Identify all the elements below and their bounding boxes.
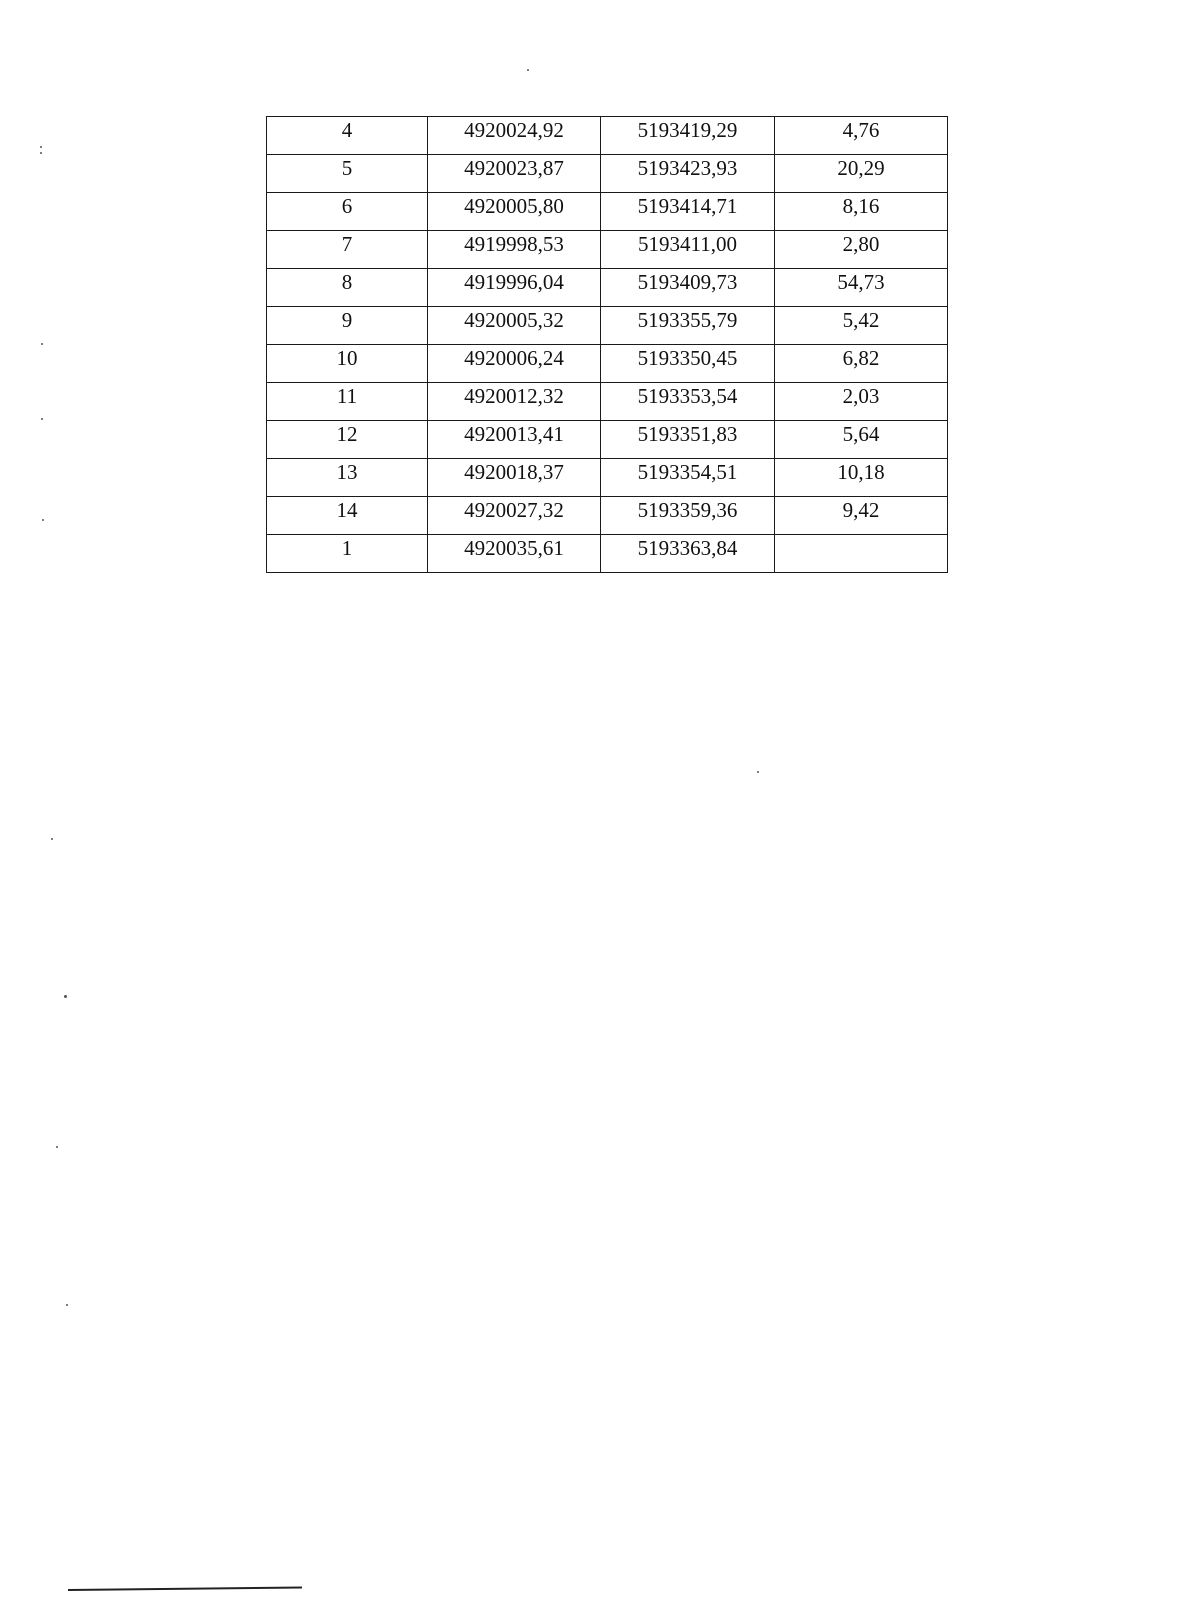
cell-value: 6 <box>341 194 353 218</box>
table-cell <box>428 383 601 421</box>
table-cell <box>775 155 948 193</box>
cell-value: 10,18 <box>837 460 885 484</box>
table-row <box>267 383 948 421</box>
scan-speck <box>64 995 67 998</box>
table-row <box>267 231 948 269</box>
table-cell <box>601 307 775 345</box>
cell-value: 8 <box>341 270 353 294</box>
table-cell <box>601 497 775 535</box>
cell-value: 2,03 <box>842 384 880 408</box>
cell-value: 4920005,32 <box>464 308 564 332</box>
cell-value: 4920023,87 <box>464 156 564 180</box>
cell-value: 5 <box>341 156 353 180</box>
table-row <box>267 497 948 535</box>
cell-value: 7 <box>341 232 353 256</box>
cell-value: 4919996,04 <box>464 270 564 294</box>
scan-speck <box>41 343 43 345</box>
table-cell <box>601 193 775 231</box>
table-cell <box>267 421 428 459</box>
table-cell <box>775 307 948 345</box>
table-cell <box>428 269 601 307</box>
cell-value: 4920027,32 <box>464 498 564 522</box>
table-row <box>267 155 948 193</box>
table-cell <box>267 155 428 193</box>
table-row <box>267 117 948 155</box>
table-cell <box>775 345 948 383</box>
table-cell <box>267 231 428 269</box>
table-cell <box>775 383 948 421</box>
cell-value: 10 <box>336 346 358 370</box>
cell-value: 4 <box>341 118 353 142</box>
table-cell <box>775 497 948 535</box>
cell-value: 54,73 <box>837 270 885 294</box>
cell-value: 14 <box>336 498 358 522</box>
cell-value: 5193355,79 <box>637 308 738 332</box>
table-cell <box>267 497 428 535</box>
cell-value: 4920012,32 <box>464 384 564 408</box>
table-cell <box>267 307 428 345</box>
cell-value: 5193419,29 <box>637 118 738 142</box>
cell-value: 20,29 <box>837 156 885 180</box>
table-cell <box>267 459 428 497</box>
table-cell <box>601 269 775 307</box>
cell-value: 5193414,71 <box>637 194 738 218</box>
table-cell <box>428 459 601 497</box>
cell-value: 5,42 <box>842 308 880 332</box>
cell-value: 4919998,53 <box>464 232 564 256</box>
cell-value: 4920005,80 <box>464 194 564 218</box>
table-cell <box>775 421 948 459</box>
cell-value: 6,82 <box>842 346 880 370</box>
cell-value: 5193353,54 <box>637 384 738 408</box>
cell-value: 5193351,83 <box>637 422 738 446</box>
table-cell <box>428 535 601 573</box>
cell-value: 4920024,92 <box>464 118 564 142</box>
table-cell <box>267 193 428 231</box>
table-row <box>267 307 948 345</box>
table-cell <box>428 193 601 231</box>
table-cell <box>601 421 775 459</box>
cell-value: 8,16 <box>842 194 880 218</box>
table-cell <box>775 269 948 307</box>
cell-value: 4,76 <box>842 118 880 142</box>
table-cell <box>428 231 601 269</box>
table-cell <box>601 459 775 497</box>
table-cell <box>428 117 601 155</box>
table-cell <box>267 269 428 307</box>
table-row <box>267 459 948 497</box>
table-cell <box>775 117 948 155</box>
cell-value: 2,80 <box>842 232 880 256</box>
cell-value: 5193359,36 <box>637 498 738 522</box>
table-cell <box>428 307 601 345</box>
table-cell <box>428 345 601 383</box>
table-cell <box>267 345 428 383</box>
table-cell <box>428 421 601 459</box>
cell-value: 9,42 <box>842 498 880 522</box>
scan-speck <box>527 69 529 71</box>
table-cell <box>267 383 428 421</box>
cell-value: 5193363,84 <box>637 536 738 560</box>
table-row <box>267 535 948 573</box>
scan-speck <box>40 146 42 148</box>
coordinates-table <box>266 116 948 573</box>
table-row <box>267 421 948 459</box>
cell-value: 4920018,37 <box>464 460 564 484</box>
table-cell <box>775 193 948 231</box>
cell-value: 5193423,93 <box>637 156 738 180</box>
table-row <box>267 193 948 231</box>
scan-speck <box>51 838 53 840</box>
cell-value: 4920035,61 <box>464 536 564 560</box>
cell-value: 12 <box>336 422 358 446</box>
cell-value: 4920006,24 <box>464 346 564 370</box>
cell-value: 13 <box>336 460 358 484</box>
cell-value: 9 <box>341 308 353 332</box>
table-cell <box>775 535 948 573</box>
coordinates-table-body <box>267 117 948 573</box>
cell-value: 1 <box>341 536 353 560</box>
scan-speck <box>56 1146 58 1148</box>
cell-value: 5,64 <box>842 422 880 446</box>
table-cell <box>428 497 601 535</box>
cell-value: 5193350,45 <box>637 346 738 370</box>
table-cell <box>267 117 428 155</box>
cell-value: 4920013,41 <box>464 422 564 446</box>
table-cell <box>601 535 775 573</box>
table-cell <box>601 231 775 269</box>
table-cell <box>601 117 775 155</box>
table-row <box>267 345 948 383</box>
cell-value: 5193411,00 <box>638 232 737 256</box>
scan-speck <box>66 1304 68 1306</box>
footnote-rule <box>68 1587 302 1591</box>
table-cell <box>267 535 428 573</box>
table-row <box>267 269 948 307</box>
scan-speck <box>41 418 43 420</box>
table-cell <box>775 459 948 497</box>
table-cell <box>601 345 775 383</box>
table-cell <box>775 231 948 269</box>
cell-value: 5193409,73 <box>637 270 738 294</box>
cell-value: 11 <box>336 384 358 408</box>
cell-value: 5193354,51 <box>637 460 738 484</box>
table-cell <box>601 155 775 193</box>
table-cell <box>601 383 775 421</box>
scan-speck <box>40 152 42 154</box>
scan-speck <box>42 519 44 521</box>
scan-speck <box>757 771 759 773</box>
table-cell <box>428 155 601 193</box>
